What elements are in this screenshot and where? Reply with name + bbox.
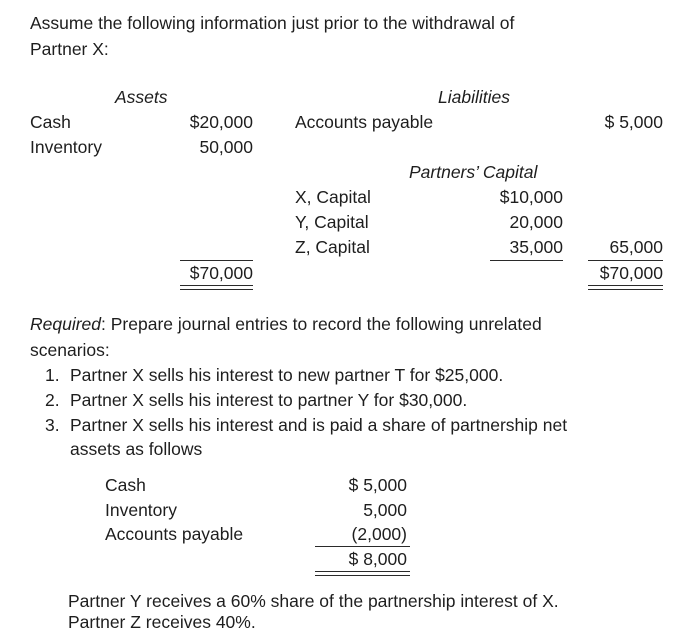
liab-total-rule <box>588 260 663 261</box>
total-assets: $70,000 <box>189 263 253 283</box>
closing-line-1: Partner Y receives a 60% share of the partnership interest of X. <box>68 591 559 611</box>
list-item-continuation: assets as follows <box>70 439 203 459</box>
required-line-2: scenarios: <box>30 340 110 360</box>
capital-value: 35,000 <box>509 237 563 257</box>
total-liabilities-equity: $70,000 <box>599 263 663 283</box>
intro-line-2: Partner X: <box>30 39 109 59</box>
cash-value: $20,000 <box>189 112 253 132</box>
capital-value: 20,000 <box>509 212 563 232</box>
list-item-number: 2. <box>45 390 60 410</box>
accounts-payable-value: $ 5,000 <box>604 112 663 132</box>
share-double-rule <box>315 571 410 576</box>
assets-double-rule <box>180 285 253 290</box>
list-item-number: 3. <box>45 415 60 435</box>
list-item: Partner X sells his interest to new partner T for $25,000. <box>70 365 504 385</box>
share-row-label: Inventory <box>105 500 177 520</box>
share-row-value: 5,000 <box>363 500 407 520</box>
share-total: $ 8,000 <box>348 549 407 569</box>
closing-line-2: Partner Z receives 40%. <box>68 612 256 632</box>
assets-total-rule <box>180 260 253 261</box>
share-row-value: (2,000) <box>351 524 407 544</box>
intro-line-1: Assume the following information just prior to the withdrawal of <box>30 13 515 33</box>
cash-label: Cash <box>30 112 71 132</box>
accounts-payable-label: Accounts payable <box>295 112 434 132</box>
capital-subtotal-rule <box>490 260 563 261</box>
liabilities-heading: Liabilities <box>438 87 510 107</box>
share-row-label: Cash <box>105 475 146 495</box>
inventory-value: 50,000 <box>199 137 253 157</box>
list-item: Partner X sells his interest to partner Y for $30,000. <box>70 390 468 410</box>
capital-label: Y, Capital <box>295 212 369 232</box>
required-text: : Prepare journal entries to record the following unrelated <box>101 314 542 334</box>
share-total-rule <box>315 546 410 547</box>
partners-capital-heading: Partners’ Capital <box>409 162 538 182</box>
list-item: Partner X sells his interest and is paid a share of partnership net <box>70 415 568 435</box>
assets-heading: Assets <box>115 87 168 107</box>
capital-label: X, Capital <box>295 187 371 207</box>
capital-label: Z, Capital <box>295 237 370 257</box>
capital-value: $10,000 <box>499 187 563 207</box>
liab-double-rule <box>588 285 663 290</box>
share-row-label: Accounts payable <box>105 524 244 544</box>
required-label: Required <box>30 314 102 334</box>
required-line-1 <box>30 313 542 335</box>
capital-total: 65,000 <box>609 237 663 257</box>
list-item-number: 1. <box>45 365 60 385</box>
share-row-value: $ 5,000 <box>348 475 407 495</box>
inventory-label: Inventory <box>30 137 102 157</box>
